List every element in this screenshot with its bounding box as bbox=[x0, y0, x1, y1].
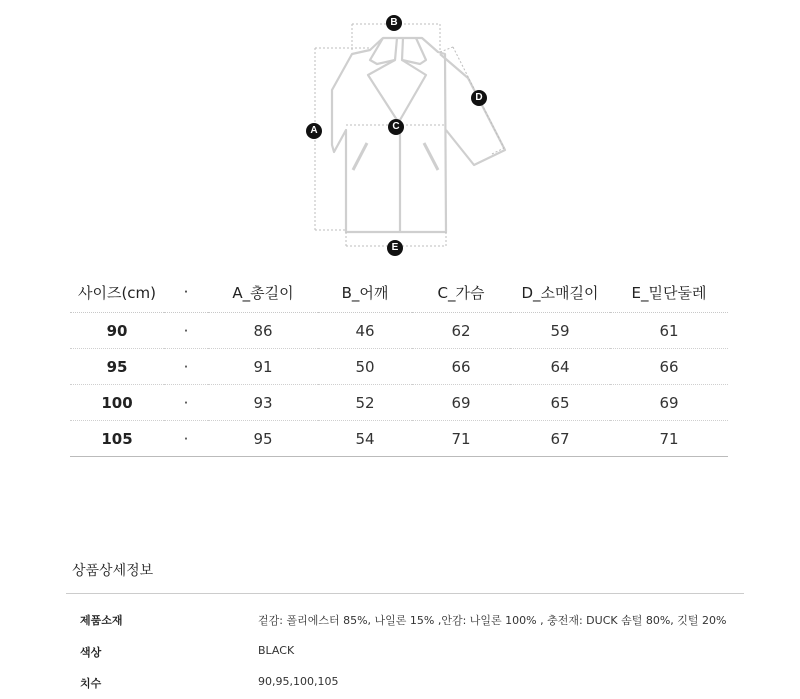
coat-measurement-diagram bbox=[300, 0, 520, 260]
dot-separator: · bbox=[164, 421, 208, 457]
header-dot: · bbox=[164, 272, 208, 313]
total-length-value: 95 bbox=[208, 421, 318, 457]
table-row bbox=[70, 421, 728, 457]
sleeve-length-value: 64 bbox=[510, 349, 610, 385]
table-row bbox=[70, 385, 728, 421]
dot-separator: · bbox=[164, 349, 208, 385]
shoulder-value: 52 bbox=[318, 385, 412, 421]
total-length-value: 91 bbox=[208, 349, 318, 385]
divider bbox=[66, 593, 744, 594]
coat-outline-icon bbox=[300, 0, 520, 260]
header-sleeve-length: D_소매길이 bbox=[510, 272, 610, 313]
header-hem: E_밑단둘레 bbox=[610, 272, 728, 313]
marker-d-icon: D bbox=[471, 90, 487, 106]
sleeve-length-value: 59 bbox=[510, 313, 610, 349]
color-value: BLACK bbox=[258, 644, 295, 657]
chest-value: 71 bbox=[412, 421, 510, 457]
header-shoulder: B_어깨 bbox=[318, 272, 412, 313]
product-detail-title: 상품상세정보 bbox=[72, 563, 154, 579]
total-length-value: 86 bbox=[208, 313, 318, 349]
marker-b-icon: B bbox=[386, 15, 402, 31]
size-value: 100 bbox=[70, 385, 164, 421]
hem-value: 61 bbox=[610, 313, 728, 349]
material-label: 제품소재 bbox=[80, 614, 123, 627]
size-table-header-row bbox=[70, 272, 728, 313]
size-value: 95 bbox=[70, 349, 164, 385]
size-table bbox=[70, 272, 728, 457]
hem-value: 69 bbox=[610, 385, 728, 421]
chest-value: 66 bbox=[412, 349, 510, 385]
hem-value: 66 bbox=[610, 349, 728, 385]
marker-a-icon: A bbox=[306, 123, 322, 139]
sleeve-length-value: 67 bbox=[510, 421, 610, 457]
dot-separator: · bbox=[164, 313, 208, 349]
size-value: 90 bbox=[70, 313, 164, 349]
color-label: 색상 bbox=[80, 646, 102, 659]
size-label: 치수 bbox=[80, 677, 102, 690]
header-size: 사이즈(cm) bbox=[70, 272, 164, 313]
shoulder-value: 46 bbox=[318, 313, 412, 349]
size-list-value: 90,95,100,105 bbox=[258, 675, 339, 688]
marker-c-icon: C bbox=[388, 119, 404, 135]
header-total-length: A_총길이 bbox=[208, 272, 318, 313]
chest-value: 62 bbox=[412, 313, 510, 349]
table-row bbox=[70, 349, 728, 385]
hem-value: 71 bbox=[610, 421, 728, 457]
table-row bbox=[70, 313, 728, 349]
header-chest: C_가슴 bbox=[412, 272, 510, 313]
size-value: 105 bbox=[70, 421, 164, 457]
material-value: 겉감: 폴리에스터 85%, 나일론 15% ,안감: 나일론 100% , 충전재: DUCK 솜털 80%, 깃털 20% bbox=[258, 614, 727, 627]
sleeve-length-value: 65 bbox=[510, 385, 610, 421]
shoulder-value: 50 bbox=[318, 349, 412, 385]
total-length-value: 93 bbox=[208, 385, 318, 421]
dot-separator: · bbox=[164, 385, 208, 421]
chest-value: 69 bbox=[412, 385, 510, 421]
shoulder-value: 54 bbox=[318, 421, 412, 457]
marker-e-icon: E bbox=[387, 240, 403, 256]
